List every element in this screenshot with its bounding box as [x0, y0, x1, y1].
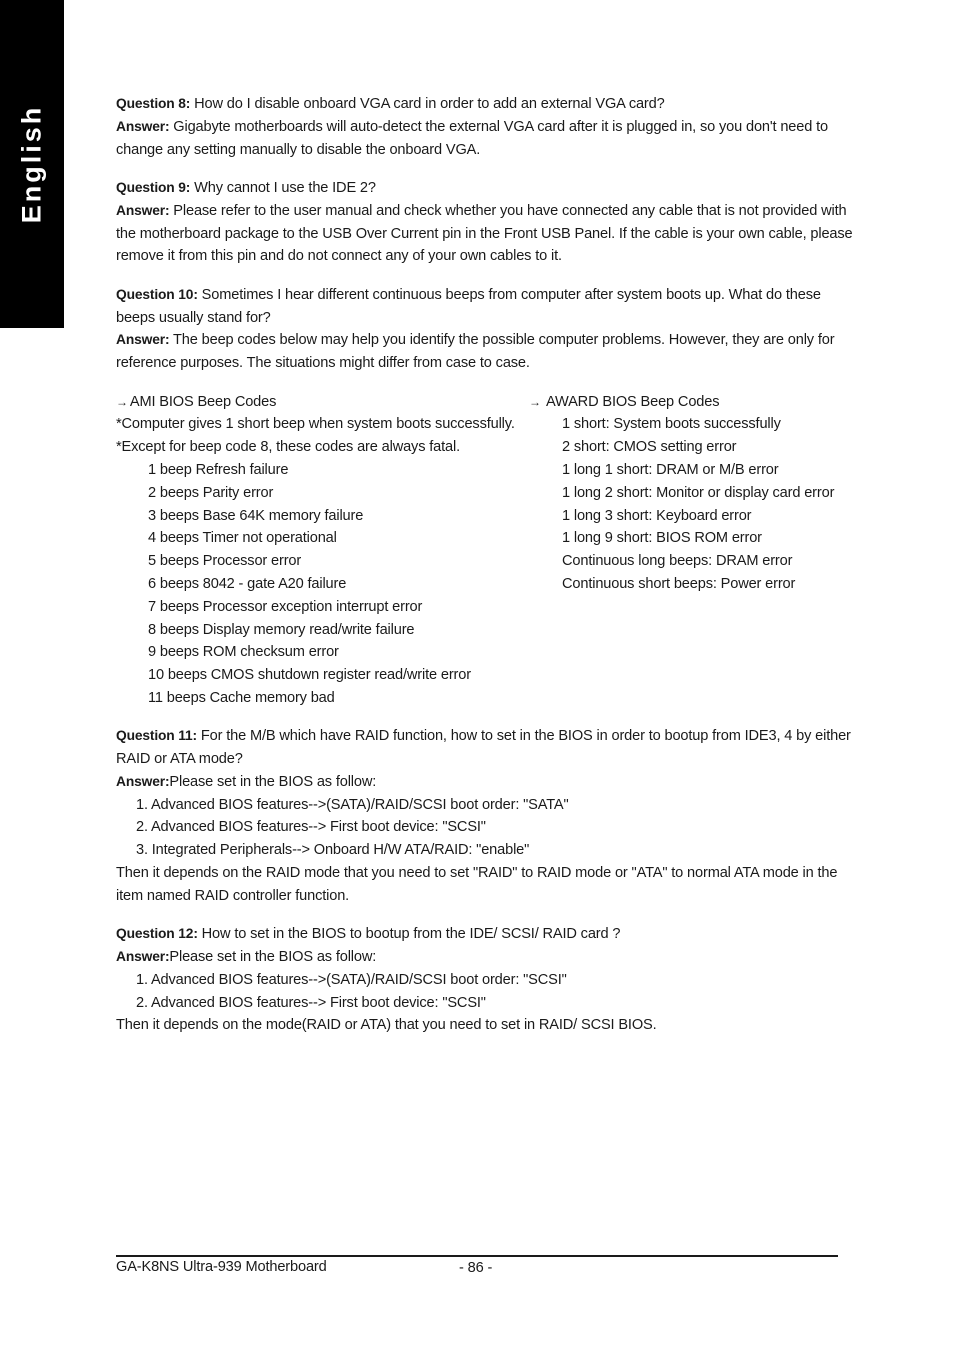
award-heading: AWARD BIOS Beep Codes [545, 393, 720, 410]
answer-label: Answer: [116, 118, 170, 134]
faq-question-10 [116, 284, 838, 375]
answer-text: change any setting manually to disable the onboard VGA. [116, 141, 481, 158]
answer-label: Answer: [116, 949, 170, 965]
faq-question-8 [116, 93, 838, 161]
ami-heading: AMI BIOS Beep Codes [129, 393, 277, 410]
question-label: Question 9: [116, 179, 191, 195]
answer-text: item named RAID controller function. [116, 887, 350, 904]
list-item: 9 beeps ROM checksum error [148, 644, 339, 661]
list-item: Continuous long beeps: DRAM error [562, 553, 793, 570]
beep-codes [116, 391, 838, 710]
language-tab [0, 0, 64, 328]
list-item: 10 beeps CMOS shutdown register read/write error [148, 667, 471, 684]
faq-content [116, 93, 853, 1053]
list-item: 1 short: System boots successfully [562, 416, 781, 433]
list-item: 6 beeps 8042 - gate A20 failure [148, 575, 347, 592]
list-item: 1. Advanced BIOS features-->(SATA)/RAID/SCSI boot order: "SCSI" [136, 971, 567, 988]
list-item: 2. Advanced BIOS features--> First boot device: "SCSI" [136, 994, 486, 1011]
question-text: Sometimes I hear different continuous beeps from computer after system boots up. What do these [197, 286, 821, 303]
answer-label: Answer: [116, 202, 170, 218]
list-item: Continuous short beeps: Power error [562, 575, 796, 592]
question-text: Why cannot I use the IDE 2? [190, 179, 376, 196]
list-item: 11 beeps Cache memory bad [148, 689, 335, 706]
question-label: Question 11: [116, 728, 198, 744]
answer-text: Then it depends on the mode(RAID or ATA) that you need to set in RAID/ SCSI BIOS. [116, 1017, 657, 1034]
list-item: 5 beeps Processor error [148, 553, 302, 570]
faq-question-11 [116, 725, 851, 907]
bios-steps [116, 794, 838, 862]
list-item: 7 beeps Processor exception interrupt error [148, 598, 423, 615]
page-number: - 86 - [459, 1260, 493, 1276]
list-item: 4 beeps Timer not operational [148, 530, 337, 547]
list-item: 2 beeps Parity error [148, 484, 274, 501]
answer-text: Please set in the BIOS as follow: [169, 773, 377, 790]
ami-note: *Except for beep code 8, these codes are always fatal. [116, 439, 460, 456]
list-item: 1 long 1 short: DRAM or M/B error [562, 461, 779, 478]
list-item: 3 beeps Base 64K memory failure [148, 507, 364, 524]
faq-question-12 [116, 923, 838, 1037]
list-item: 8 beeps Display memory read/write failure [148, 621, 415, 638]
answer-text: Then it depends on the RAID mode that you need to set "RAID" to RAID mode or "ATA" to normal ATA mode in the [116, 865, 838, 882]
question-text: How to set in the BIOS to bootup from the IDE/ SCSI/ RAID card ? [197, 926, 621, 943]
question-label: Question 10: [116, 286, 198, 302]
list-item: 2. Advanced BIOS features--> First boot device: "SCSI" [136, 819, 486, 836]
question-text: How do I disable onboard VGA card in order to add an external VGA card? [190, 96, 665, 112]
ami-code-list [116, 459, 529, 710]
list-item: 3. Integrated Peripherals--> Onboard H/W ATA/RAID: "enable" [136, 842, 530, 859]
answer-text: remove it from this pin and do not connect any of your own cables to it. [116, 248, 562, 265]
list-item: 2 short: CMOS setting error [562, 439, 737, 456]
answer-text: Please set in the BIOS as follow: [169, 949, 377, 966]
question-label: Question 8: [116, 96, 191, 111]
question-text: For the M/B which have RAID function, how to set in the BIOS in order to bootup from IDE3, 4 by either [197, 728, 851, 745]
list-item: 1 beep Refresh failure [148, 461, 289, 478]
answer-text: Gigabyte motherboards will auto-detect the external VGA card after it is plugged in, so you don't need to [169, 118, 828, 135]
answer-text: Please refer to the user manual and check whether you have connected any cable that is not provided with [169, 202, 847, 219]
answer-text: reference purposes. The situations might differ from case to case. [116, 355, 530, 372]
answer-text: The beep codes below may help you identify the possible computer problems. However, they are only for [169, 332, 835, 349]
language-tab-label: English [16, 104, 47, 224]
question-label: Question 12: [116, 926, 198, 942]
faq-question-9 [116, 177, 853, 268]
award-code-list [529, 413, 838, 595]
ami-beep-codes [116, 391, 529, 710]
footer-model: GA-K8NS Ultra-939 Motherboard [116, 1259, 327, 1275]
arrow-right-icon: → [116, 394, 128, 409]
answer-label: Answer: [116, 773, 170, 789]
award-beep-codes [529, 391, 838, 710]
list-item: 1 long 3 short: Keyboard error [562, 507, 752, 524]
ami-note: *Computer gives 1 short beep when system boots successfully. [116, 416, 515, 433]
bios-steps [116, 969, 838, 1015]
list-item: 1 long 9 short: BIOS ROM error [562, 530, 762, 547]
list-item: 1 long 2 short: Monitor or display card error [562, 484, 835, 501]
question-text: beeps usually stand for? [116, 309, 271, 326]
list-item: 1. Advanced BIOS features-->(SATA)/RAID/SCSI boot order: "SATA" [136, 796, 569, 813]
answer-text: the motherboard package to the USB Over Current pin in the Front USB Panel. If the cable is your own cable, please [116, 225, 853, 242]
answer-label: Answer: [116, 332, 170, 348]
question-text: RAID or ATA mode? [116, 751, 243, 768]
arrow-right-icon: → [529, 394, 541, 409]
